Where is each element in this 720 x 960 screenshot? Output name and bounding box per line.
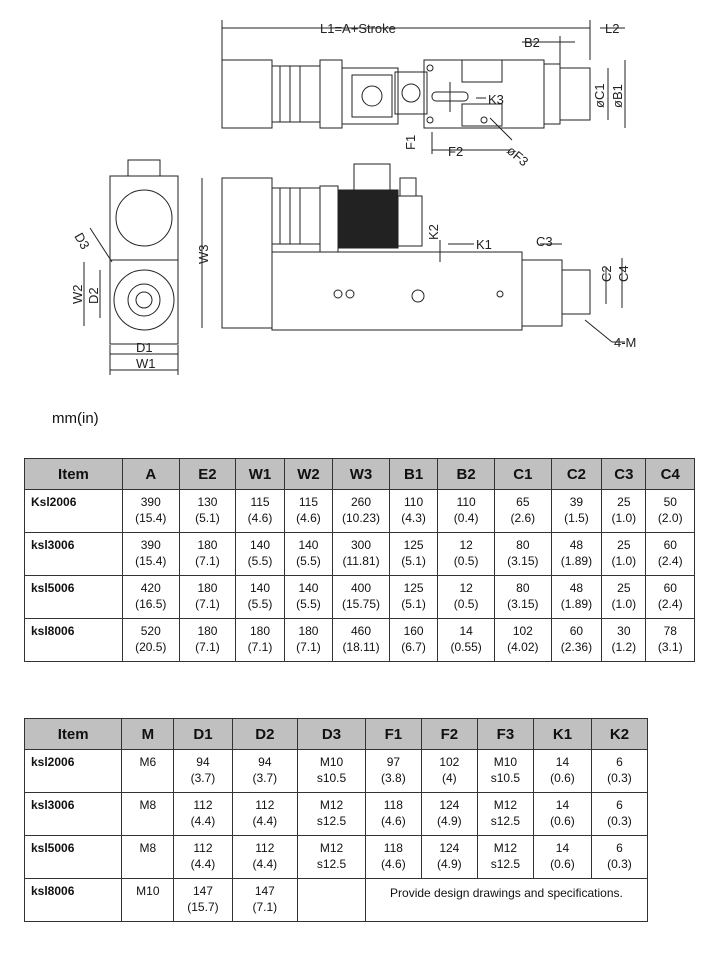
end-view: [84, 160, 178, 375]
metric-value: 14: [555, 798, 570, 812]
table-row: [25, 490, 695, 533]
metric-value: 125: [403, 581, 424, 595]
value-cell: [646, 619, 695, 662]
secondary-value: (0.3): [607, 857, 632, 871]
dim-label-l1: L1=A+Stroke: [320, 21, 396, 36]
column-header: K1: [534, 719, 592, 750]
dim-label-d3: D3: [71, 230, 93, 252]
dim-label-f3: øF3: [504, 142, 532, 170]
metric-value: 112: [193, 798, 213, 812]
secondary-value: (15.75): [342, 597, 381, 611]
dim-label-k2: K2: [426, 224, 441, 240]
column-header: E2: [179, 459, 236, 490]
table-header-row: [25, 719, 648, 750]
secondary-value: (4.4): [190, 814, 216, 828]
dim-label-c3: C3: [536, 234, 553, 249]
secondary-value: (4.9): [437, 857, 462, 871]
secondary-value: (7.1): [195, 640, 220, 654]
secondary-value: (7.1): [195, 554, 220, 568]
metric-value: 140: [250, 581, 271, 595]
secondary-value: (1.5): [564, 511, 589, 525]
value-cell: [421, 750, 477, 793]
value-cell: [174, 750, 232, 793]
secondary-value: ѕ12.5: [490, 814, 521, 828]
column-header: B1: [389, 459, 437, 490]
item-cell: ksl5006: [25, 576, 123, 619]
value-cell: [551, 490, 602, 533]
metric-value: 180: [197, 538, 218, 552]
dim-label-f2: F2: [448, 144, 464, 159]
value-cell: [421, 793, 477, 836]
secondary-value: (2.4): [657, 597, 683, 611]
metric-value: 124: [439, 798, 460, 812]
table-row: [25, 836, 648, 879]
spec-table-2: [24, 718, 648, 922]
metric-value: 118: [383, 841, 403, 855]
unit-label: mm(in): [52, 410, 99, 427]
secondary-value: (0.6): [550, 857, 575, 871]
metric-value: 140: [298, 538, 319, 552]
value-cell: [494, 619, 551, 662]
secondary-value: (2.0): [657, 511, 683, 525]
metric-value: 180: [197, 581, 218, 595]
metric-value: 390: [140, 538, 161, 552]
value-cell: [298, 836, 366, 879]
metric-value: 12: [459, 581, 473, 595]
secondary-value: (0.3): [607, 814, 632, 828]
secondary-value: (5.5): [296, 597, 321, 611]
column-header: F3: [477, 719, 533, 750]
value-cell: [477, 750, 533, 793]
value-cell: [602, 576, 646, 619]
metric-value: M12: [319, 841, 344, 855]
secondary-value: (3.1): [657, 640, 683, 654]
column-header: A: [122, 459, 179, 490]
metric-value: M8: [139, 798, 157, 812]
value-cell: [122, 490, 179, 533]
metric-value: 130: [197, 495, 218, 509]
value-cell: [122, 576, 179, 619]
secondary-value: (4.4): [252, 814, 278, 828]
dim-label-m: 4-M: [614, 335, 637, 350]
dim-label-f1: F1: [403, 134, 418, 150]
secondary-value: (1.89): [560, 554, 593, 568]
item-cell: ksl3006: [25, 533, 123, 576]
metric-value: 180: [298, 624, 319, 638]
value-cell: [179, 533, 236, 576]
dim-label-d2: D2: [86, 287, 101, 304]
secondary-value: (5.5): [247, 554, 273, 568]
value-cell: [333, 619, 390, 662]
value-cell: [534, 836, 592, 879]
metric-value: M12: [319, 798, 344, 812]
item-cell: ksl5006: [25, 836, 122, 879]
metric-value: 12: [459, 538, 473, 552]
metric-value: 125: [403, 538, 424, 552]
value-cell: [122, 836, 174, 879]
secondary-value: (3.8): [381, 771, 406, 785]
metric-value: 48: [569, 581, 584, 595]
column-header: W3: [333, 459, 390, 490]
metric-value: 6: [616, 798, 623, 812]
top-view: [222, 20, 625, 154]
side-view: [202, 164, 625, 342]
secondary-value: (7.1): [296, 640, 321, 654]
dim-label-l2: L2: [605, 21, 620, 36]
secondary-value: (3.7): [252, 771, 278, 785]
dim-label-d1: D1: [136, 340, 153, 355]
value-cell: [438, 490, 495, 533]
secondary-value: (20.5): [135, 640, 167, 654]
secondary-value: (1.0): [611, 511, 637, 525]
value-cell: [298, 793, 366, 836]
metric-value: M10: [493, 755, 518, 769]
column-header: Item: [25, 719, 122, 750]
metric-value: M6: [139, 755, 157, 769]
secondary-value: ѕ12.5: [490, 857, 521, 871]
dim-label-c1: øC1: [592, 83, 607, 108]
value-cell: [122, 879, 174, 922]
column-header: F1: [365, 719, 421, 750]
secondary-value: (3.15): [507, 554, 539, 568]
secondary-value: (2.6): [510, 511, 536, 525]
secondary-value: (1.0): [611, 597, 637, 611]
metric-value: 112: [255, 798, 275, 812]
secondary-value: (5.1): [195, 511, 220, 525]
item-cell: ksl2006: [25, 750, 122, 793]
secondary-value: (18.11): [342, 640, 380, 654]
secondary-value: ѕ10.5: [316, 771, 347, 785]
secondary-value: (4.6): [296, 511, 321, 525]
value-cell: [365, 750, 421, 793]
metric-value: 140: [298, 581, 319, 595]
dim-label-w1: W1: [136, 356, 156, 371]
column-header: W2: [284, 459, 332, 490]
secondary-value: (4.02): [507, 640, 539, 654]
metric-value: 160: [403, 624, 424, 638]
value-cell: [174, 836, 232, 879]
column-header: W1: [236, 459, 284, 490]
value-cell: [284, 619, 332, 662]
column-header: F2: [421, 719, 477, 750]
column-header: C2: [551, 459, 602, 490]
metric-value: M10: [136, 884, 160, 898]
value-cell: [298, 879, 366, 922]
secondary-value: (0.3): [607, 771, 632, 785]
column-header: D3: [298, 719, 366, 750]
metric-value: 60: [663, 538, 677, 552]
metric-value: 300: [351, 538, 372, 552]
metric-value: 48: [569, 538, 584, 552]
value-cell: [494, 533, 551, 576]
column-header: D2: [232, 719, 298, 750]
table-body: [25, 750, 648, 922]
secondary-value: (1.2): [611, 640, 637, 654]
value-cell: [591, 750, 647, 793]
value-cell: [333, 576, 390, 619]
value-cell: [236, 619, 284, 662]
secondary-value: (5.1): [401, 554, 426, 568]
metric-value: M12: [493, 841, 518, 855]
metric-value: 400: [351, 581, 372, 595]
dim-label-k3: K3: [488, 92, 504, 107]
metric-value: 147: [192, 884, 213, 898]
value-cell: [122, 793, 174, 836]
metric-value: 112: [255, 841, 275, 855]
value-cell: [179, 490, 236, 533]
dim-label-b1: øB1: [610, 84, 625, 108]
secondary-value: (4.4): [252, 857, 278, 871]
value-cell: [477, 836, 533, 879]
table-row: [25, 533, 695, 576]
metric-value: 25: [617, 538, 631, 552]
secondary-value: (15.4): [135, 511, 167, 525]
value-cell: [602, 533, 646, 576]
secondary-value: (7.1): [195, 597, 220, 611]
value-cell: [534, 750, 592, 793]
value-cell: [179, 576, 236, 619]
secondary-value: (4.4): [190, 857, 216, 871]
secondary-value: (2.4): [657, 554, 683, 568]
value-cell: [646, 490, 695, 533]
value-cell: [494, 576, 551, 619]
value-cell: [646, 533, 695, 576]
dim-label-w3: W3: [196, 244, 211, 264]
metric-value: 14: [555, 755, 570, 769]
metric-value: 460: [351, 624, 372, 638]
metric-value: 112: [193, 841, 213, 855]
secondary-value: (5.5): [296, 554, 321, 568]
technical-drawing: [0, 0, 720, 410]
table-header-row: [25, 459, 695, 490]
secondary-value: (16.5): [135, 597, 167, 611]
metric-value: 420: [140, 581, 161, 595]
value-cell: [438, 619, 495, 662]
secondary-value: (4.6): [381, 857, 406, 871]
secondary-value: (4.6): [381, 814, 406, 828]
metric-value: 110: [404, 495, 424, 509]
metric-value: 180: [197, 624, 218, 638]
column-header: D1: [174, 719, 232, 750]
value-cell: [284, 533, 332, 576]
metric-value: 390: [140, 495, 161, 509]
column-header: K2: [591, 719, 647, 750]
secondary-value: (7.1): [252, 900, 278, 914]
dim-label-b2: B2: [524, 35, 540, 50]
column-header: M: [122, 719, 174, 750]
metric-value: 30: [617, 624, 631, 638]
metric-value: 65: [516, 495, 530, 509]
item-cell: ksl8006: [25, 879, 122, 922]
secondary-value: (4.3): [401, 511, 426, 525]
column-header: C1: [494, 459, 551, 490]
spec-table-1: [24, 458, 695, 662]
value-cell: [236, 576, 284, 619]
metric-value: 97: [386, 755, 401, 769]
secondary-value: (0.4): [453, 511, 479, 525]
value-cell: [389, 490, 437, 533]
metric-value: 14: [459, 624, 473, 638]
secondary-value: (1.0): [611, 554, 637, 568]
metric-value: 102: [439, 755, 460, 769]
secondary-value: (0.6): [550, 771, 575, 785]
metric-value: 80: [516, 581, 530, 595]
secondary-value: (5.5): [247, 597, 273, 611]
secondary-value: (0.55): [450, 640, 482, 654]
value-cell: [494, 490, 551, 533]
metric-value: 25: [617, 495, 631, 509]
value-cell: [591, 793, 647, 836]
secondary-value: ѕ12.5: [316, 814, 347, 828]
secondary-value: (6.7): [401, 640, 426, 654]
metric-value: 50: [663, 495, 677, 509]
value-cell: [179, 619, 236, 662]
metric-value: 102: [512, 624, 533, 638]
secondary-value: (15.4): [135, 554, 167, 568]
value-cell: [232, 879, 298, 922]
value-cell: [333, 490, 390, 533]
secondary-value: (0.5): [453, 554, 479, 568]
metric-value: 520: [140, 624, 161, 638]
value-cell: [534, 793, 592, 836]
value-cell: [591, 836, 647, 879]
secondary-value: (3.7): [190, 771, 216, 785]
value-cell: [551, 533, 602, 576]
secondary-value: (15.7): [187, 900, 219, 914]
value-cell: [284, 576, 332, 619]
metric-value: 94: [196, 755, 210, 769]
value-cell: [438, 533, 495, 576]
table-row: [25, 750, 648, 793]
value-cell: [174, 879, 232, 922]
value-cell: [365, 836, 421, 879]
value-cell: [232, 750, 298, 793]
value-cell: [122, 750, 174, 793]
value-cell: [389, 533, 437, 576]
secondary-value: (7.1): [247, 640, 273, 654]
dim-label-w2: W2: [70, 284, 85, 304]
metric-value: 118: [383, 798, 403, 812]
secondary-value: (0.6): [550, 814, 575, 828]
metric-value: 60: [569, 624, 584, 638]
secondary-value: (5.1): [401, 597, 426, 611]
value-cell: [646, 576, 695, 619]
secondary-value: ѕ10.5: [490, 771, 521, 785]
value-cell: [174, 793, 232, 836]
secondary-value: (11.81): [342, 554, 380, 568]
secondary-value: (1.89): [560, 597, 593, 611]
value-cell: [477, 793, 533, 836]
secondary-value: ѕ12.5: [316, 857, 347, 871]
value-cell: [438, 576, 495, 619]
value-cell: [236, 490, 284, 533]
table-row: [25, 793, 648, 836]
metric-value: 78: [663, 624, 677, 638]
metric-value: 6: [616, 841, 623, 855]
metric-value: 124: [439, 841, 460, 855]
value-cell: [232, 836, 298, 879]
value-cell: [602, 490, 646, 533]
item-cell: Ksl2006: [25, 490, 123, 533]
note-cell: Provide design drawings and specifications.: [365, 879, 647, 922]
column-header: C3: [602, 459, 646, 490]
value-cell: [389, 576, 437, 619]
metric-value: 14: [555, 841, 570, 855]
value-cell: [602, 619, 646, 662]
metric-value: 260: [351, 495, 372, 509]
value-cell: [333, 533, 390, 576]
metric-value: 60: [663, 581, 677, 595]
value-cell: [122, 533, 179, 576]
metric-value: 25: [617, 581, 631, 595]
value-cell: [389, 619, 437, 662]
metric-value: 94: [258, 755, 272, 769]
value-cell: [122, 619, 179, 662]
column-header: C4: [646, 459, 695, 490]
value-cell: [298, 750, 366, 793]
value-cell: [232, 793, 298, 836]
table-row: [25, 576, 695, 619]
dim-label-k1: K1: [476, 237, 492, 252]
metric-value: M12: [493, 798, 518, 812]
metric-value: M10: [319, 755, 344, 769]
column-header: Item: [25, 459, 123, 490]
value-cell: [236, 533, 284, 576]
metric-value: 80: [516, 538, 530, 552]
secondary-value: (10.23): [342, 511, 381, 525]
metric-value: 180: [250, 624, 271, 638]
metric-value: 115: [298, 495, 319, 509]
metric-value: 147: [254, 884, 275, 898]
metric-value: 39: [569, 495, 584, 509]
secondary-value: (4.9): [437, 814, 462, 828]
secondary-value: (0.5): [453, 597, 479, 611]
column-header: B2: [438, 459, 495, 490]
dim-label-c4: C4: [616, 265, 631, 282]
value-cell: [284, 490, 332, 533]
metric-value: 115: [250, 495, 270, 509]
value-cell: [365, 793, 421, 836]
metric-value: 6: [616, 755, 623, 769]
item-cell: ksl8006: [25, 619, 123, 662]
value-cell: [551, 576, 602, 619]
metric-value: 110: [456, 495, 476, 509]
metric-value: M8: [139, 841, 157, 855]
table-body: [25, 490, 695, 662]
value-cell: [551, 619, 602, 662]
metric-value: 140: [250, 538, 271, 552]
secondary-value: (4): [442, 771, 457, 785]
secondary-value: (2.36): [560, 640, 593, 654]
secondary-value: (3.15): [507, 597, 539, 611]
dim-label-c2: C2: [599, 265, 614, 282]
table-row: [25, 879, 648, 922]
value-cell: [421, 836, 477, 879]
secondary-value: (4.6): [247, 511, 273, 525]
item-cell: ksl3006: [25, 793, 122, 836]
table-row: [25, 619, 695, 662]
